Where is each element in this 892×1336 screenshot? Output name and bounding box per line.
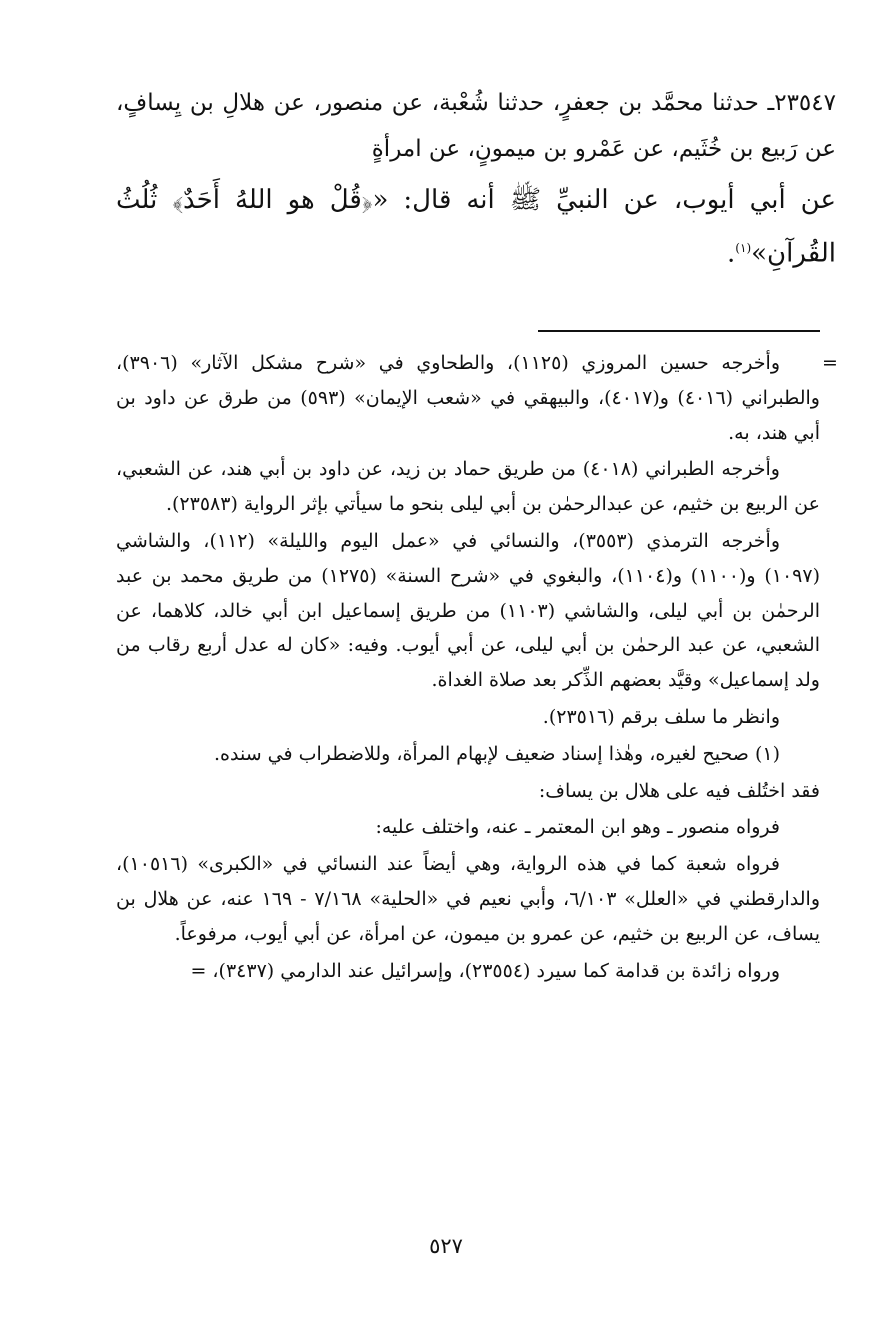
- footnotes-section: [116, 346, 820, 990]
- hadith-text: [116, 80, 836, 278]
- footnote-paragraph: وأخرجه حسين المروزي (١١٢٥)، والطحاوي في «شرح مشكل الآثار» (٣٩٠٦)، والطبراني (٤٠١٦) و(٤٠١٧)، والبيهقي في «شعب الإيمان» (٥٩٣) من طرق عن داود بن أبي هند، به.: [116, 352, 820, 444]
- footnote-paragraph: ورواه زائدة بن قدامة كما سيرد (٢٣٥٥٤)، وإسرائيل عند الدارمي (٣٤٣٧)، =: [190, 959, 780, 982]
- page-number: ٥٢٧: [429, 1234, 463, 1258]
- footnote-continuation-mark: =: [822, 352, 838, 374]
- hadith-number: ٢٣٥٤٧ـ: [767, 90, 836, 116]
- footnote-paragraph: فقد اختُلف فيه على هلال بن يساف:: [538, 779, 820, 802]
- hadith-isnad: حدثنا محمَّد بن جعفرٍ، حدثنا شُعْبة، عن منصور، عن هلالِ بن يِسافٍ، عن رَبيع بن خُثَيم، عن عَمْرو بن ميمونٍ، عن امرأةٍ: [116, 90, 836, 162]
- footnote-paragraph: وأخرجه الطبراني (٤٠١٨) من طريق حماد بن زيد، عن داود بن أبي هند، عن الشعبي، عن الربيع بن خثيم، عن عبدالرحمٰن بن أبي ليلى بنحو ما سيأتي بإثر الرواية (٢٣٥٨٣).: [116, 458, 820, 516]
- hadith-paragraph: [116, 80, 836, 172]
- footnote-paragraph: فرواه شعبة كما في هذه الرواية، وهي أيضاً عند النسائي في «الكبرى» (١٠٥١٦)، والدارقطني في «العلل» ٦/١٠٣، وأبي نعيم في «الحلية» ٧/١٦٨ - ١٦٩ عنه، عن هلال بن يساف، عن الربيع بن خثيم، عن عمرو بن ميمون، عن امرأة، عن أبي أيوب، مرفوعاً.: [116, 853, 821, 945]
- hadith-matn-text: عن أبي أيوب، عن النبيِّ ﷺ أنه قال: «﴿قُلْ هو اللهُ أَحَدٌ﴾ ثُلُثُ القُرآنِ»: [116, 185, 836, 269]
- footnote-reference: (١): [735, 241, 752, 255]
- footnote-paragraph: وانظر ما سلف برقم (٢٣٥١٦).: [542, 705, 780, 728]
- footnote-paragraph: فرواه منصور ـ وهو ابن المعتمر ـ عنه، واختلف عليه:: [375, 816, 780, 839]
- footnote-paragraph: (١) صحيح لغيره، وهٰذا إسناد ضعيف لإبهام المرأة، وللاضطراب في سنده.: [214, 742, 780, 765]
- footnote-paragraph: وأخرجه الترمذي (٣٥٥٣)، والنسائي في «عمل اليوم والليلة» (١١٢)، والشاشي (١٠٩٧) و(١١٠٠) و(١١٠٤)، والبغوي في «شرح السنة» (١٢٧٥) من طريق محمد بن عبد الرحمٰن بن أبي ليلى، والشاشي (١١٠٣) من طريق إسماعيل ابن أبي خالد، كلاهما، عن الشعبي، عن عبد الرحمٰن بن أبي ليلى، عن أبي أيوب. وفيه: «كان له عدل أربع رقاب من ولد إسماعيل» وقيَّد بعضهم الذِّكر بعد صلاة الغداة.: [116, 529, 821, 692]
- footnote-divider: [538, 330, 820, 332]
- hadith-end-punctuation: .: [727, 238, 736, 269]
- hadith-matn: [116, 176, 836, 278]
